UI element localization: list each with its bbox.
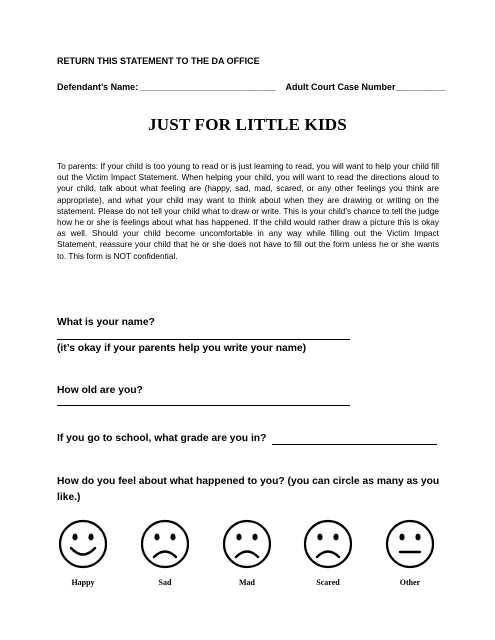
grade-question: If you go to school, what grade are you in? <box>57 433 267 444</box>
sad-face-icon[interactable] <box>139 518 191 570</box>
face-label-sad: Sad <box>158 578 172 587</box>
face-label-other: Other <box>399 578 421 587</box>
face-label-scared: Scared <box>316 578 340 587</box>
mad-face-icon[interactable] <box>221 518 273 570</box>
age-question: How old are you? <box>57 385 143 396</box>
name-help-note: (it’s okay if your parents help you write your name) <box>57 343 307 354</box>
name-question: What is your name? <box>57 317 155 328</box>
neutral-face-icon[interactable] <box>384 518 436 570</box>
name-answer-line[interactable] <box>57 339 350 340</box>
page-title: JUST FOR LITTLE KIDS <box>148 115 347 134</box>
feelings-faces <box>57 518 437 578</box>
age-answer-line[interactable] <box>57 405 350 406</box>
grade-answer-line[interactable] <box>272 444 437 445</box>
happy-face-icon[interactable] <box>57 518 109 570</box>
parent-instructions: To parents: If your child is too young to read or is just learning to read, you will want to help your child fill out the Victim Impact Statement. When helping your child, you will want to read the directions aloud to your child, talk about what feeling are (happy, sad, mad, scared, or any other feelings you think are appropriate), and what your child may want to think about when they are drawing or writing on the statement. Please do not tell your child what to draw or write. This is your child’s chance to tell the judge how he or she is feelings about what has happened. If the child would rather draw a picture this is okay as well. Should your child become uncomfortable in any way while filling out the Victim Impact Statement, reassure your child that he or she does not have to fill out the form unless he or she wants to. This form is NOT confidential. <box>57 161 439 261</box>
case-info-line <box>57 82 446 92</box>
defendant-label: Defendant’s Name: <box>57 82 139 92</box>
face-label-mad: Mad <box>239 578 255 587</box>
return-note: RETURN THIS STATEMENT TO THE DA OFFICE <box>57 56 260 66</box>
case-number-field[interactable]: __________ <box>395 82 446 92</box>
scared-face-icon[interactable] <box>302 518 354 570</box>
defendant-name-field[interactable]: ___________________________ <box>140 82 276 92</box>
case-number-label: Adult Court Case Number <box>285 82 396 92</box>
feelings-question: How do you feel about what happened to you? (you can circle as many as you like.) <box>57 476 440 503</box>
face-label-happy: Happy <box>71 578 95 587</box>
